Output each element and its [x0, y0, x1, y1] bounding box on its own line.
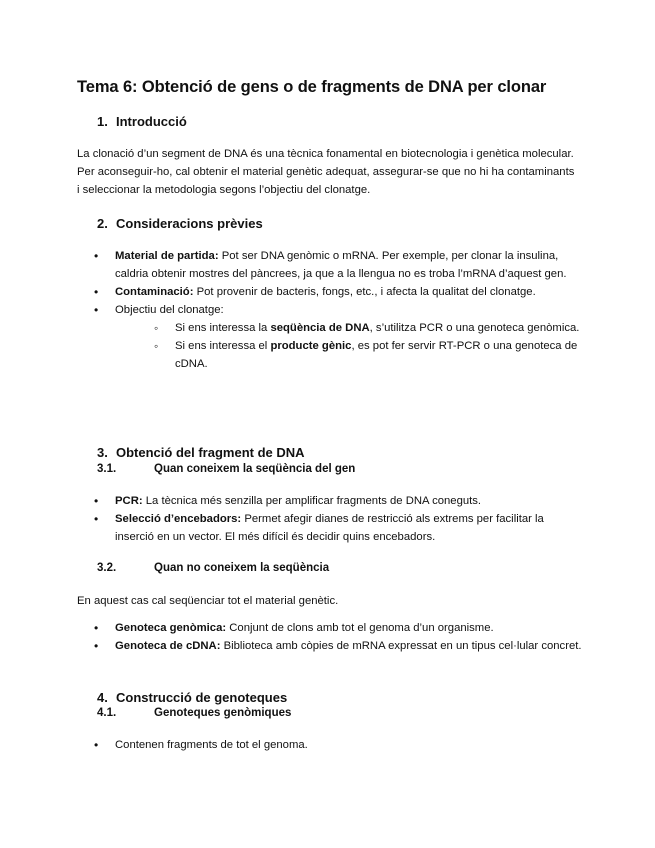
list-item — [93, 247, 583, 283]
subsection-3-1-title: Quan coneixem la seqüència del gen — [154, 463, 356, 475]
list-item-text: Objectiu del clonatge: — [115, 304, 224, 316]
section-2-title: Consideracions prèvies — [116, 216, 263, 231]
list-item-text: Contenen fragments de tot el genoma. — [115, 739, 308, 751]
subsection-3-2-title: Quan no coneixem la seqüència — [154, 562, 330, 574]
list-item-text: La tècnica més senzilla per amplificar fragments de DNA coneguts. — [142, 495, 482, 507]
sublist-item-text: , s’utilitza PCR o una genoteca genòmica. — [369, 322, 580, 334]
unknown-sequence-paragraph: En aquest cas cal seqüenciar tot el material genètic. — [77, 595, 339, 607]
subsection-4-1-number: 4.1. — [97, 707, 117, 719]
list-item-text: Pot ser DNA genòmic o mRNA. Per exemple, per clonar la insulina, caldria obtenir mostres del pàncrees, ja que a la llengua no es troba l’mRNA d’aquest gen. — [115, 250, 567, 280]
genomic-libraries-list — [93, 736, 583, 754]
subsection-4-1-heading — [97, 707, 291, 719]
section-4-number: 4. — [97, 690, 108, 705]
list-item — [93, 619, 583, 637]
list-item-label: Selecció d’encebadors: — [115, 513, 242, 525]
list-item-label: Material de partida: — [115, 250, 219, 262]
sublist-item — [153, 337, 583, 373]
list-item-label: PCR: — [115, 495, 143, 507]
list-item — [93, 736, 583, 754]
list-item — [93, 301, 583, 373]
section-3-number: 3. — [97, 445, 108, 460]
sublist-item-emphasis: seqüència de DNA — [270, 322, 370, 334]
section-3-title: Obtenció del fragment de DNA — [116, 445, 305, 460]
libraries-list — [93, 619, 583, 655]
subsection-3-2-heading — [97, 562, 329, 574]
section-1-title: Introducció — [116, 114, 187, 129]
considerations-list — [93, 247, 583, 373]
list-item — [93, 492, 583, 510]
section-3-heading — [97, 445, 305, 460]
section-2-heading — [97, 216, 263, 231]
list-item-text: Biblioteca amb còpies de mRNA expressat en un tipus cel·lular concret. — [220, 640, 582, 652]
section-1-heading — [97, 114, 187, 129]
list-item — [93, 510, 583, 546]
subsection-3-2-number: 3.2. — [97, 562, 117, 574]
list-item-text: Pot provenir de bacteris, fongs, etc., i afecta la qualitat del clonatge. — [193, 286, 536, 298]
list-item-text: Permet afegir dianes de restricció als extrems per facilitar la inserció en un vector. El més difícil és decidir quins encebadors. — [115, 513, 544, 543]
section-4-heading — [97, 690, 287, 705]
sublist-item — [153, 319, 583, 337]
sublist-item-text: Si ens interessa el — [175, 340, 271, 352]
sublist-item-text: Si ens interessa la — [175, 322, 271, 334]
list-item-text: Conjunt de clons amb tot el genoma d’un organisme. — [226, 622, 494, 634]
sublist-item-emphasis: producte gènic — [270, 340, 352, 352]
list-item-label: Genoteca genòmica: — [115, 622, 227, 634]
list-item — [93, 637, 583, 655]
section-4-title: Construcció de genoteques — [116, 690, 288, 705]
subsection-3-1-number: 3.1. — [97, 463, 117, 475]
subsection-4-1-title: Genoteques genòmiques — [154, 707, 292, 719]
list-item — [93, 283, 583, 301]
section-2-number: 2. — [97, 216, 108, 231]
list-item-label: Genoteca de cDNA: — [115, 640, 221, 652]
sublist-item-text: , es pot fer servir RT-PCR o una genoteca de cDNA. — [175, 340, 578, 370]
page-title: Tema 6: Obtenció de gens o de fragments de DNA per clonar — [77, 78, 547, 96]
subsection-3-1-heading — [97, 463, 355, 475]
list-item-label: Contaminació: — [115, 286, 194, 298]
known-sequence-list — [93, 492, 583, 546]
intro-paragraph: La clonació d’un segment de DNA és una tècnica fonamental en biotecnologia i genètica molecular. Per aconseguir-ho, cal obtenir el material genètic adequat, assegurar-se que no hi ha contaminants i seleccionar la metodologia segons l’objectiu del clonatge. — [77, 148, 575, 196]
section-1-number: 1. — [97, 114, 108, 129]
cloning-goal-sublist — [115, 319, 583, 373]
